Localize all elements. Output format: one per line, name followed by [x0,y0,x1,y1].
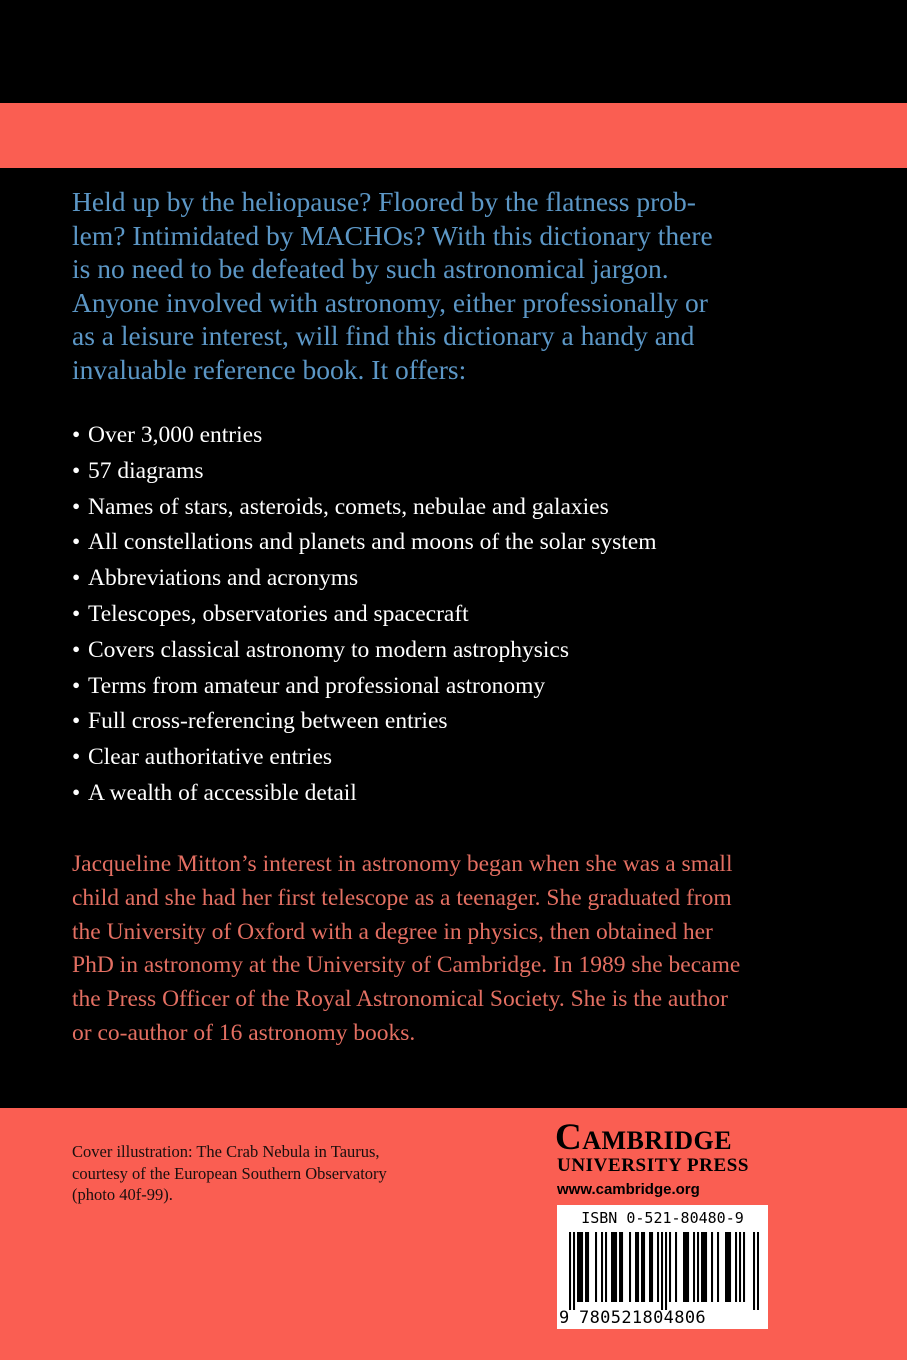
bullet-icon: • [72,672,81,699]
barcode-bar [635,1232,637,1302]
feature-text: A wealth of accessible detail [88,779,357,806]
barcode-bar [685,1232,687,1302]
barcode-bar [579,1232,581,1302]
barcode-bar [743,1232,745,1302]
bio-line: child and she had her first telescope as a teenager. She graduated from [72,884,732,911]
feature-item [72,418,852,454]
feature-item [72,669,852,705]
isbn-label: ISBN 0-521-80480-9 [581,1209,744,1227]
top-color-band [0,103,907,168]
bio-line: or co-author of 16 astronomy books. [72,1019,416,1046]
barcode-bar [643,1232,645,1302]
feature-text: Over 3,000 entries [88,422,263,448]
credit-line: courtesy of the European Southern Observatory [72,1163,387,1183]
feature-text: All constellations and planets and moons of the solar system [88,529,657,556]
bio-line: the University of Oxford with a degree in physics, then obtained her [72,918,713,945]
barcode-bar [621,1232,623,1302]
intro-line: Anyone involved with astronomy, either professionally or [72,286,708,318]
barcode-bar [703,1232,705,1302]
barcode-bar [735,1232,737,1302]
barcode-bar [739,1232,741,1302]
barcode-bar [683,1232,685,1302]
barcode-bar [687,1232,689,1302]
intro-paragraph [72,185,832,386]
barcode-bar [601,1232,603,1302]
feature-text: Clear authoritative entries [88,744,333,771]
barcode-bar [725,1232,727,1302]
barcode-bar [611,1232,613,1302]
barcode-bar [577,1232,579,1302]
barcode-bar [587,1232,589,1302]
feature-item [72,490,852,526]
intro-line: lem? Intimidated by MACHOs? With this dictionary there [72,219,713,251]
barcode-bar [675,1232,677,1302]
barcode-bar [569,1232,571,1310]
barcode-bar [637,1232,639,1302]
barcode-bar [705,1232,707,1302]
publisher-name: Cambridge [555,1117,733,1158]
feature-item [72,525,852,561]
bullet-icon: • [72,600,81,627]
feature-text: Telescopes, observatories and spacecraft [88,600,469,627]
ean-first-digit: 9 [559,1308,570,1328]
barcode-bar [757,1232,759,1310]
bio-line: PhD in astronomy at the University of Cambridge. In 1989 she became [72,952,741,979]
barcode-bar [657,1232,659,1302]
barcode-box [557,1205,768,1329]
feature-text: Full cross-referencing between entries [88,708,448,735]
ean-digits: 780521804806 [579,1308,707,1328]
bio-line: the Press Officer of the Royal Astronomical Society. She is the author [72,986,728,1013]
feature-item [72,704,852,740]
publisher-subtitle: UNIVERSITY PRESS [557,1155,750,1176]
barcode-bar [669,1232,671,1302]
bullet-icon: • [72,779,81,806]
barcode-bar [701,1232,703,1302]
barcode-bar [641,1232,643,1302]
bullet-icon: • [72,493,81,520]
barcode-bar [665,1232,667,1310]
feature-item [72,597,852,633]
credit-line: (photo 40f-99). [72,1185,173,1204]
bio-line: Jacqueline Mitton’s interest in astronomy began when she was a small [72,851,733,877]
bullet-icon: • [72,636,81,663]
feature-item [72,740,852,776]
feature-text: Covers classical astronomy to modern astrophysics [88,636,570,663]
barcode-bar [717,1232,719,1302]
feature-item [72,776,852,812]
feature-text: Abbreviations and acronyms [88,565,359,592]
barcode-bar [573,1232,575,1310]
bullet-icon: • [72,565,81,592]
feature-text: 57 diagrams [88,457,204,484]
barcode-bar [619,1232,621,1302]
feature-text: Terms from amateur and professional astronomy [88,672,546,699]
barcode-bar [581,1232,583,1302]
intro-line: is no need to be defeated by such astronomical jargon. [72,253,669,284]
barcode-bar [753,1232,755,1310]
author-bio [72,848,852,1051]
feature-text: Names of stars, asteroids, comets, nebulae and galaxies [88,493,609,520]
bullet-icon: • [72,744,81,771]
feature-list [72,418,852,812]
barcode-bar [661,1232,663,1310]
cover-credit [72,1141,492,1206]
barcode-bar [613,1232,615,1302]
barcode-bar [615,1232,617,1302]
barcode-bar [711,1232,713,1302]
barcode-bar [693,1232,695,1302]
barcode-bar [605,1232,607,1302]
intro-line: Held up by the heliopause? Floored by the flatness prob- [72,186,696,217]
bullet-icon: • [72,422,81,448]
barcode-bar [629,1232,631,1302]
barcode-bar [649,1232,651,1302]
publisher-url: www.cambridge.org [557,1181,700,1198]
feature-item [72,561,852,597]
barcode-bar [729,1232,731,1302]
barcode-icon [569,1232,759,1310]
feature-item [72,633,852,669]
barcode-bar [697,1232,699,1302]
bullet-icon: • [72,457,81,484]
bullet-icon: • [72,708,81,735]
barcode-bar [595,1232,597,1302]
intro-line: as a leisure interest, will find this dictionary a handy and [72,320,695,351]
bullet-icon: • [72,529,81,556]
feature-item [72,454,852,490]
barcode-bar [585,1232,587,1302]
credit-line: Cover illustration: The Crab Nebula in Taurus, [72,1142,380,1161]
barcode-bar [651,1232,653,1302]
intro-line: invaluable reference book. It offers: [72,353,467,385]
barcode-bar [727,1232,729,1302]
